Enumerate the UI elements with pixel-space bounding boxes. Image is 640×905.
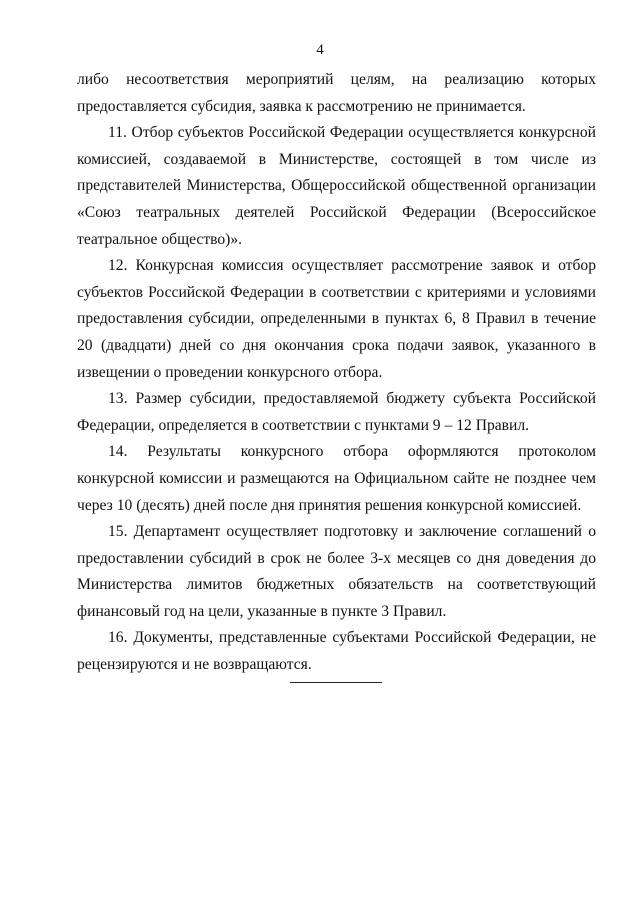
end-of-document-rule [290,682,382,683]
paragraph-13: 13. Размер субсидии, предоставляемой бюджету субъекта Российской Федерации, определяется в соответствии с пунктами 9 – 12 Правил. [77,390,596,434]
paragraph-14: 14. Результаты конкурсного отбора оформляются протоколом конкурсной комиссии и размещаются на Официальном сайте не позднее чем через 10 (десять) дней после дня принятия решения конкурсной комиссией. [77,443,596,514]
paragraph-continuation: либо несоответствия мероприятий целям, на реализацию которых предоставляется субсидия, заявка к рассмотрению не принимается. [77,71,596,115]
document-body [77,67,596,679]
page-number: 4 [316,42,324,58]
paragraph-12: 12. Конкурсная комиссия осуществляет рассмотрение заявок и отбор субъектов Российской Федерации в соответствии с критериями и условиями предоставления субсидии, определенными в пунктах 6, 8 Правил в течение 20 (двадцати) дней со дня окончания срока подачи заявок, указанного в извещении о проведении конкурсного отбора. [77,257,596,381]
paragraph-16: 16. Документы, представленные субъектами Российской Федерации, не рецензируются и не возвращаются. [77,629,596,674]
paragraph-11: 11. Отбор субъектов Российской Федерации осуществляется конкурсной комиссией, создаваемой в Министерстве, состоящей в том числе из представителей Министерства, Общероссийской общественной организации «Союз театральных деятелей Российской Федерации (Всероссийское театральное общество)». [77,124,596,248]
paragraph-15: 15. Департамент осуществляет подготовку и заключение соглашений о предоставлении субсидий в срок не более 3-х месяцев со дня доведения до Министерства лимитов бюджетных обязательств на соответствующий финансовый год на цели, указанные в пункте 3 Правил. [77,523,596,620]
